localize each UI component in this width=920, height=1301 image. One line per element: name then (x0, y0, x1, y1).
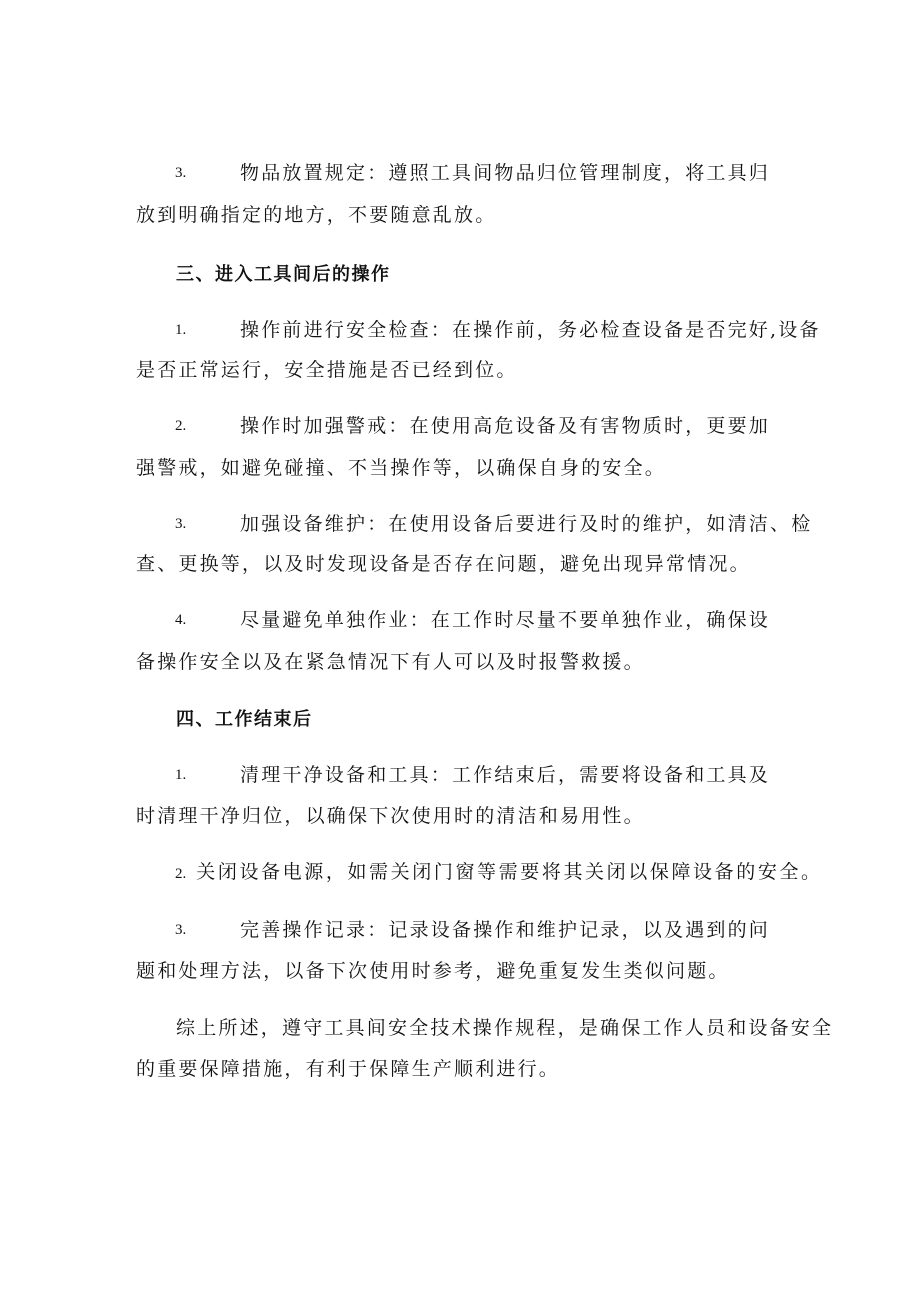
list-item-text-line2: 备操作安全以及在紧急情况下有人可以及时报警救援。 (136, 651, 645, 673)
list-item-text-line1: 完善操作记录：记录设备操作和维护记录，以及遇到的问 (240, 919, 771, 941)
list-item-number: 1. (175, 767, 187, 783)
conclusion-line1: 综上所述，遵守工具间安全技术操作规程，是确保工作人员和设备安全 (176, 1017, 834, 1039)
list-item-number: 4. (175, 612, 187, 628)
list-item-power-off (175, 859, 823, 887)
list-item-text-line1: 操作时加强警戒：在使用高危设备及有害物质时，更要加 (240, 415, 771, 437)
list-item-number: 1. (175, 322, 187, 338)
list-item-text-line1: 操作前进行安全检查：在操作前，务必检查设备是否完好,设备 (240, 319, 821, 341)
conclusion-line2: 的重要保障措施，有利于保障生产顺利进行。 (136, 1058, 561, 1080)
list-item-text-line2: 题和处理方法，以备下次使用时参考，避免重复发生类似问题。 (136, 960, 730, 982)
list-item-text-line2: 放到明确指定的地方，不要随意乱放。 (136, 204, 497, 226)
list-item-text-line2: 时清理干净归位，以确保下次使用时的清洁和易用性。 (136, 805, 645, 827)
list-item-text-line2: 查、更换等，以及时发现设备是否存在问题，避免出现异常情况。 (136, 553, 751, 575)
section-heading-4: 四、工作结束后 (176, 709, 313, 730)
list-item-text-line1: 关闭设备电源，如需关闭门窗等需要将其关闭以保障设备的安全。 (196, 861, 823, 883)
list-item-text-line2: 是否正常运行，安全措施是否已经到位。 (136, 359, 518, 381)
list-item-text-line1: 清理干净设备和工具：工作结束后，需要将设备和工具及 (240, 764, 771, 786)
list-item-number: 3. (175, 516, 187, 532)
list-item-number: 2. (175, 418, 187, 434)
list-item-number: 2. (175, 866, 187, 882)
list-item-text-line1: 尽量避免单独作业：在工作时尽量不要单独作业，确保设 (240, 609, 771, 631)
list-item-number: 3. (175, 922, 187, 938)
list-item-text-line1: 物品放置规定：遵照工具间物品归位管理制度，将工具归 (240, 162, 771, 184)
list-item-text-line2: 强警戒，如避免碰撞、不当操作等，以确保自身的安全。 (136, 457, 667, 479)
section-heading-3: 三、进入工具间后的操作 (176, 264, 391, 285)
list-item-number: 3. (175, 165, 187, 181)
list-item-text-line1: 加强设备维护：在使用设备后要进行及时的维护，如清洁、检 (240, 513, 813, 535)
